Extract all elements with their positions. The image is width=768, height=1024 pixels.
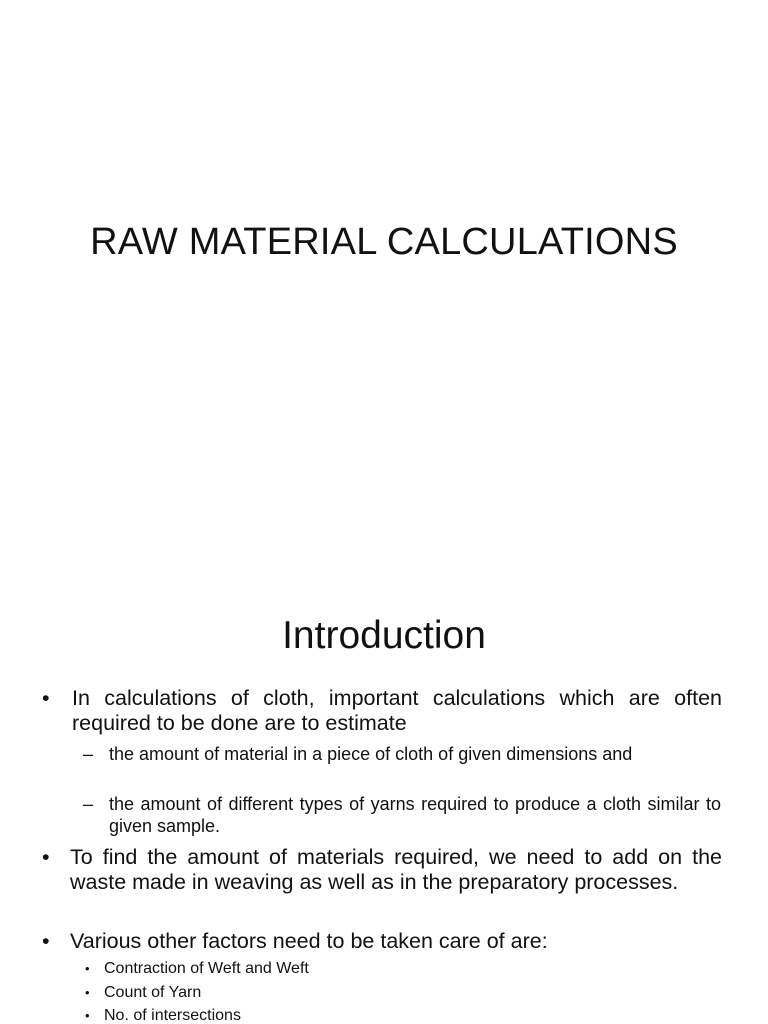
- list-item-text: Contraction of Weft and Weft: [104, 960, 309, 977]
- list-item-text: No. of intersections: [104, 1007, 241, 1024]
- bullet-icon: •: [42, 845, 50, 869]
- slide-title: RAW MATERIAL CALCULATIONS: [90, 221, 678, 263]
- sub-bullet-item: [83, 793, 721, 837]
- bullet-text: Various other factors need to be taken care of are:: [70, 929, 548, 953]
- dash-icon: –: [83, 794, 94, 814]
- bullet-icon: •: [42, 929, 50, 953]
- sub-bullet-item: [83, 743, 721, 765]
- bullet-icon: •: [42, 686, 50, 710]
- list-item: [85, 982, 604, 1004]
- sub-bullet-text: the amount of different types of yarns required to produce a cloth similar to given sample.: [109, 794, 721, 836]
- bullet-text: In calculations of cloth, important calculations which are often required to be done are to estimate: [72, 686, 722, 735]
- list-item-text: Count of Yarn: [104, 984, 202, 1001]
- list-item: [85, 1005, 604, 1024]
- bullet-item: [42, 845, 722, 895]
- slide-heading: Introduction: [282, 614, 486, 657]
- bullet-item: [42, 929, 722, 954]
- dash-icon: –: [83, 744, 94, 764]
- bullet-icon: •: [85, 961, 90, 976]
- sub-bullet-text: the amount of material in a piece of cloth of given dimensions and: [109, 744, 633, 764]
- bullet-icon: •: [85, 985, 90, 1000]
- list-item: [85, 958, 604, 980]
- bullet-item: [42, 686, 722, 736]
- bullet-text: To find the amount of materials required, we need to add on the waste made in weaving as well as in the preparatory processes.: [70, 845, 722, 894]
- introduction-slide: [0, 576, 768, 1024]
- bullet-icon: •: [85, 1008, 90, 1023]
